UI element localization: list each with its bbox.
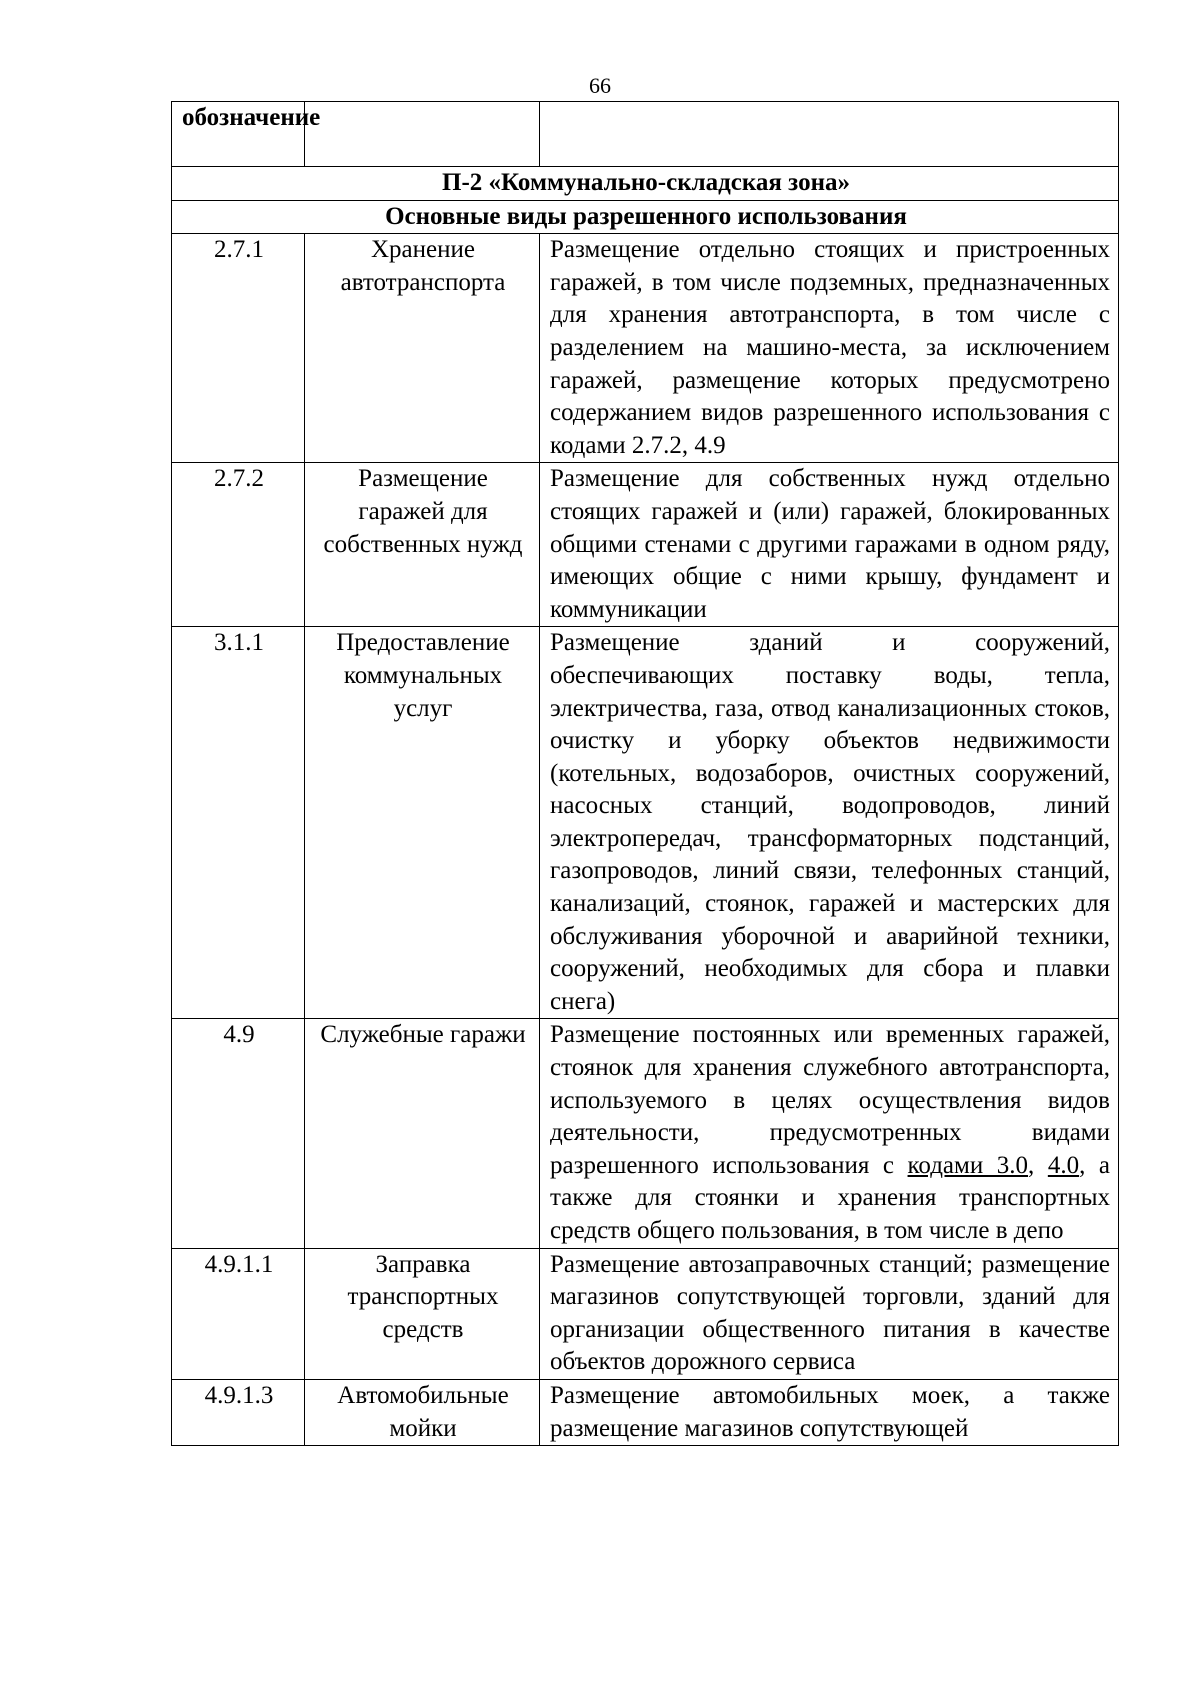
table-row bbox=[172, 463, 1119, 627]
header-code-designation: обозначение bbox=[172, 102, 305, 167]
description-text: , а также для стоянки и хранения транспортных средств общего пользования, в том числе в депо bbox=[550, 1151, 1110, 1244]
code-link-3-0[interactable]: кодами 3.0 bbox=[907, 1151, 1029, 1179]
row-description: Размещение автозаправочных станций; размещение магазинов сопутствующей торговли, зданий для организации общественного питания в качестве объектов дорожного сервиса bbox=[540, 1248, 1119, 1379]
row-name: Автомобильные мойки bbox=[305, 1379, 540, 1445]
zone-title-row bbox=[172, 167, 1119, 201]
row-code: 2.7.1 bbox=[172, 234, 305, 463]
row-description: Размещение отдельно стоящих и пристроенных гаражей, в том числе подземных, предназначенных для хранения автотранспорта, в том числе с разделением на машино-места, за исключением гаражей, размещение которых предусмотрено содержанием видов разрешенного использования с кодами 2.7.2, 4.9 bbox=[540, 234, 1119, 463]
code-link-4-0[interactable]: 4.0 bbox=[1047, 1151, 1080, 1179]
table-row bbox=[172, 1379, 1119, 1445]
row-description: Размещение зданий и сооружений, обеспечивающих поставку воды, тепла, электричества, газа, отвод канализационных стоков, очистку и уборку объектов недвижимости (котельных, водозаборов, очистных сооружений, насосных станций, водопроводов, линий электропередач, трансформаторных подстанций, газопроводов, линий связи, телефонных станций, канализаций, стоянок, гаражей и мастерских для обслуживания уборочной и аварийной техники, сооружений, необходимых для сбора и плавки снега) bbox=[540, 627, 1119, 1019]
row-description: Размещение для собственных нужд отдельно стоящих гаражей и (или) гаражей, блокированных общими стенами с другими гаражами в одном ряду, имеющих общие с ними крышу, фундамент и коммуникации bbox=[540, 463, 1119, 627]
row-code: 4.9 bbox=[172, 1019, 305, 1248]
section-title: Основные виды разрешенного использования bbox=[172, 200, 1119, 234]
row-name: Хранение автотранспорта bbox=[305, 234, 540, 463]
section-title-row bbox=[172, 200, 1119, 234]
row-code: 4.9.1.1 bbox=[172, 1248, 305, 1379]
row-description: Размещение автомобильных моек, а также размещение магазинов сопутствующей bbox=[540, 1379, 1119, 1445]
page-number: 66 bbox=[589, 73, 611, 98]
table-row bbox=[172, 627, 1119, 1019]
row-code: 2.7.2 bbox=[172, 463, 305, 627]
row-name: Заправка транспортных средств bbox=[305, 1248, 540, 1379]
description-text: Размещение постоянных или временных гаражей, стоянок для хранения служебного автотранспорта, используемого в целях осуществления видов деятельности, предусмотренных видами разрешенного использования с bbox=[550, 1021, 1110, 1179]
header-name-cell bbox=[305, 102, 540, 167]
header-description-cell bbox=[540, 102, 1119, 167]
description-separator: , bbox=[1028, 1151, 1048, 1179]
row-code: 3.1.1 bbox=[172, 627, 305, 1019]
row-name: Предоставление коммунальных услуг bbox=[305, 627, 540, 1019]
table-row bbox=[172, 1248, 1119, 1379]
row-name: Служебные гаражи bbox=[305, 1019, 540, 1248]
row-description bbox=[540, 1019, 1119, 1248]
zone-title: П-2 «Коммунально-складская зона» bbox=[172, 167, 1119, 201]
row-name: Размещение гаражей для собственных нужд bbox=[305, 463, 540, 627]
table-row bbox=[172, 234, 1119, 463]
table-row bbox=[172, 1019, 1119, 1248]
table-header-row bbox=[172, 102, 1119, 167]
zoning-table bbox=[171, 101, 1119, 1446]
row-code: 4.9.1.3 bbox=[172, 1379, 305, 1445]
